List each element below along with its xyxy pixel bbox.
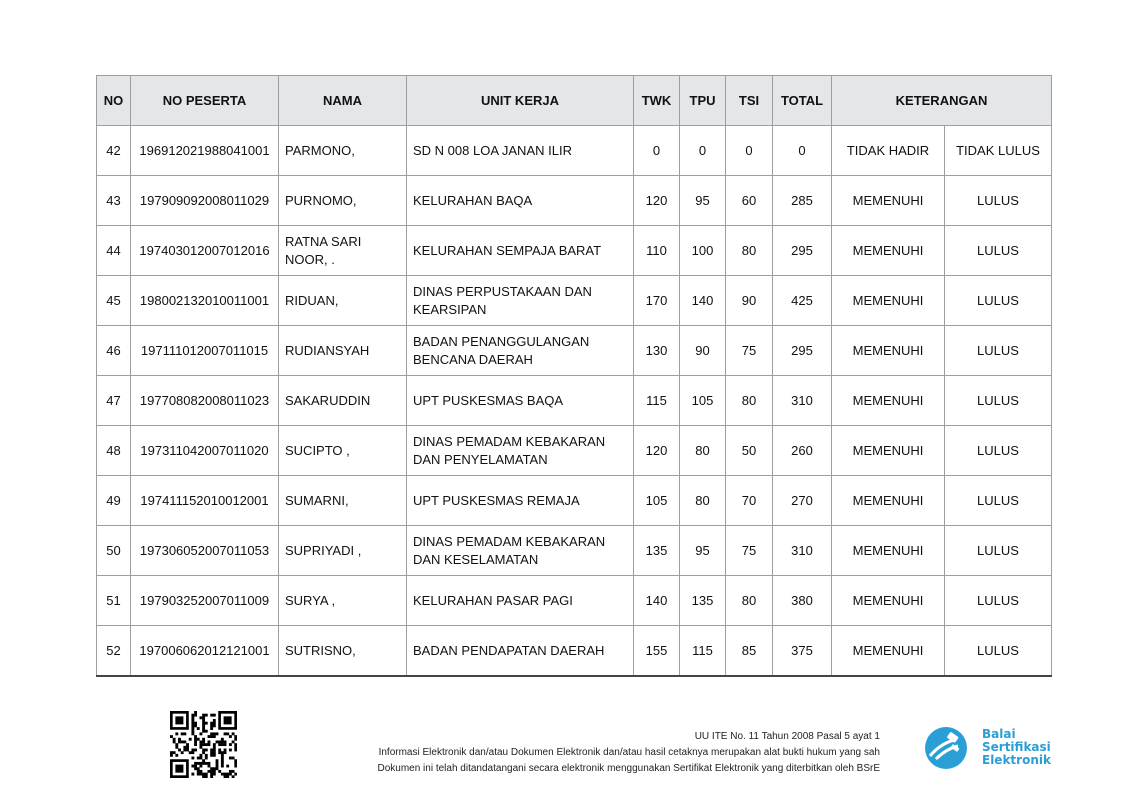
cell-tsi: 80 (726, 226, 773, 276)
cell-no-peserta: 197111012007011015 (131, 326, 279, 376)
cell-no-peserta: 198002132010011001 (131, 276, 279, 326)
cell-no-peserta: 196912021988041001 (131, 126, 279, 176)
cell-unit-kerja: BADAN PENDAPATAN DAERAH (407, 626, 634, 677)
cell-tsi: 50 (726, 426, 773, 476)
footer-info-line: Informasi Elektronik dan/atau Dokumen Elektronik dan/atau hasil cetaknya merupakan alat bukti hukum yang sah (378, 747, 880, 758)
cell-unit-kerja: DINAS PEMADAM KEBAKARAN DAN KESELAMATAN (407, 526, 634, 576)
cell-unit-kerja: UPT PUSKESMAS REMAJA (407, 476, 634, 526)
cell-unit-kerja: KELURAHAN SEMPAJA BARAT (407, 226, 634, 276)
cell-total: 310 (773, 376, 832, 426)
qr-code-icon (170, 711, 237, 778)
cell-keterangan-status: MEMENUHI (832, 626, 945, 677)
cell-keterangan-status: MEMENUHI (832, 376, 945, 426)
table-row (97, 576, 1052, 626)
cell-tsi: 80 (726, 576, 773, 626)
cell-no: 45 (97, 276, 131, 326)
header-no-peserta: NO PESERTA (131, 76, 279, 126)
cell-no: 51 (97, 576, 131, 626)
cell-keterangan-hasil: LULUS (945, 176, 1052, 226)
bsre-logo (924, 726, 1054, 770)
cell-keterangan-status: MEMENUHI (832, 576, 945, 626)
cell-total: 285 (773, 176, 832, 226)
cell-keterangan-hasil: LULUS (945, 226, 1052, 276)
cell-nama: SUTRISNO, (279, 626, 407, 677)
header-keterangan: KETERANGAN (832, 76, 1052, 126)
header-tsi: TSI (726, 76, 773, 126)
cell-no-peserta: 197311042007011020 (131, 426, 279, 476)
cell-tsi: 80 (726, 376, 773, 426)
cell-twk: 155 (634, 626, 680, 677)
cell-nama: RUDIANSYAH (279, 326, 407, 376)
cell-total: 380 (773, 576, 832, 626)
cell-no-peserta: 197903252007011009 (131, 576, 279, 626)
cell-unit-kerja: KELURAHAN PASAR PAGI (407, 576, 634, 626)
cell-unit-kerja: SD N 008 LOA JANAN ILIR (407, 126, 634, 176)
cell-unit-kerja: DINAS PEMADAM KEBAKARAN DAN PENYELAMATAN (407, 426, 634, 476)
header-no: NO (97, 76, 131, 126)
cell-nama: SURYA , (279, 576, 407, 626)
cell-twk: 120 (634, 176, 680, 226)
table-header-row (97, 76, 1052, 126)
cell-twk: 170 (634, 276, 680, 326)
cell-tpu: 80 (680, 426, 726, 476)
table-row (97, 476, 1052, 526)
cell-tsi: 0 (726, 126, 773, 176)
cell-total: 270 (773, 476, 832, 526)
cell-nama: SAKARUDDIN (279, 376, 407, 426)
bsre-logo-icon (924, 726, 968, 770)
cell-no: 47 (97, 376, 131, 426)
cell-unit-kerja: DINAS PERPUSTAKAAN DAN KEARSIPAN (407, 276, 634, 326)
cell-total: 310 (773, 526, 832, 576)
cell-unit-kerja: BADAN PENANGGULANGAN BENCANA DAERAH (407, 326, 634, 376)
table-row (97, 426, 1052, 476)
cell-keterangan-status: MEMENUHI (832, 526, 945, 576)
cell-twk: 105 (634, 476, 680, 526)
cell-nama: PURNOMO, (279, 176, 407, 226)
cell-twk: 135 (634, 526, 680, 576)
cell-no: 50 (97, 526, 131, 576)
table-row (97, 226, 1052, 276)
cell-twk: 115 (634, 376, 680, 426)
cell-no: 48 (97, 426, 131, 476)
cell-no: 46 (97, 326, 131, 376)
cell-keterangan-hasil: LULUS (945, 426, 1052, 476)
bsre-logo-text: Balai Sertifikasi Elektronik (982, 727, 1051, 767)
cell-no: 52 (97, 626, 131, 677)
cell-tpu: 95 (680, 526, 726, 576)
cell-tpu: 95 (680, 176, 726, 226)
cell-nama: SUPRIYADI , (279, 526, 407, 576)
cell-keterangan-status: TIDAK HADIR (832, 126, 945, 176)
footer-signature-line: Dokumen ini telah ditandatangani secara elektronik menggunakan Sertifikat Elektronik yang diterbitkan oleh BSrE (377, 763, 880, 774)
cell-twk: 110 (634, 226, 680, 276)
cell-total: 260 (773, 426, 832, 476)
cell-keterangan-status: MEMENUHI (832, 176, 945, 226)
cell-unit-kerja: UPT PUSKESMAS BAQA (407, 376, 634, 426)
header-total: TOTAL (773, 76, 832, 126)
table-row (97, 326, 1052, 376)
cell-no-peserta: 197411152010012001 (131, 476, 279, 526)
cell-tpu: 115 (680, 626, 726, 677)
cell-nama: SUMARNI, (279, 476, 407, 526)
footer-law-line: UU ITE No. 11 Tahun 2008 Pasal 5 ayat 1 (694, 731, 880, 742)
header-unit-kerja: UNIT KERJA (407, 76, 634, 126)
cell-tpu: 140 (680, 276, 726, 326)
cell-keterangan-hasil: LULUS (945, 326, 1052, 376)
table-row (97, 276, 1052, 326)
cell-keterangan-status: MEMENUHI (832, 276, 945, 326)
cell-total: 295 (773, 226, 832, 276)
cell-no-peserta: 197909092008011029 (131, 176, 279, 226)
cell-twk: 0 (634, 126, 680, 176)
cell-tpu: 135 (680, 576, 726, 626)
table-row (97, 126, 1052, 176)
cell-tsi: 85 (726, 626, 773, 677)
cell-unit-kerja: KELURAHAN BAQA (407, 176, 634, 226)
cell-tsi: 70 (726, 476, 773, 526)
header-nama: NAMA (279, 76, 407, 126)
cell-no-peserta: 197403012007012016 (131, 226, 279, 276)
cell-keterangan-hasil: LULUS (945, 376, 1052, 426)
table-row (97, 176, 1052, 226)
table-row (97, 376, 1052, 426)
cell-tpu: 80 (680, 476, 726, 526)
cell-tpu: 0 (680, 126, 726, 176)
cell-total: 375 (773, 626, 832, 677)
cell-tpu: 105 (680, 376, 726, 426)
cell-tsi: 60 (726, 176, 773, 226)
cell-nama: RATNA SARI NOOR, . (279, 226, 407, 276)
cell-total: 295 (773, 326, 832, 376)
cell-twk: 130 (634, 326, 680, 376)
cell-twk: 120 (634, 426, 680, 476)
header-twk: TWK (634, 76, 680, 126)
table-body (97, 126, 1052, 677)
cell-keterangan-status: MEMENUHI (832, 326, 945, 376)
cell-keterangan-hasil: TIDAK LULUS (945, 126, 1052, 176)
cell-tsi: 90 (726, 276, 773, 326)
results-table (96, 75, 1052, 677)
table-row (97, 526, 1052, 576)
cell-nama: PARMONO, (279, 126, 407, 176)
cell-tpu: 90 (680, 326, 726, 376)
cell-no: 43 (97, 176, 131, 226)
cell-keterangan-hasil: LULUS (945, 476, 1052, 526)
cell-no: 49 (97, 476, 131, 526)
cell-tsi: 75 (726, 326, 773, 376)
cell-nama: SUCIPTO , (279, 426, 407, 476)
cell-no-peserta: 197708082008011023 (131, 376, 279, 426)
cell-twk: 140 (634, 576, 680, 626)
cell-total: 425 (773, 276, 832, 326)
table-row (97, 626, 1052, 677)
cell-no-peserta: 197306052007011053 (131, 526, 279, 576)
legal-footer (377, 729, 880, 777)
cell-no-peserta: 197006062012121001 (131, 626, 279, 677)
cell-keterangan-hasil: LULUS (945, 626, 1052, 677)
cell-no: 44 (97, 226, 131, 276)
cell-keterangan-hasil: LULUS (945, 526, 1052, 576)
cell-keterangan-hasil: LULUS (945, 276, 1052, 326)
cell-keterangan-hasil: LULUS (945, 576, 1052, 626)
cell-keterangan-status: MEMENUHI (832, 426, 945, 476)
header-tpu: TPU (680, 76, 726, 126)
cell-tpu: 100 (680, 226, 726, 276)
cell-keterangan-status: MEMENUHI (832, 476, 945, 526)
cell-keterangan-status: MEMENUHI (832, 226, 945, 276)
cell-no: 42 (97, 126, 131, 176)
cell-tsi: 75 (726, 526, 773, 576)
cell-nama: RIDUAN, (279, 276, 407, 326)
cell-total: 0 (773, 126, 832, 176)
